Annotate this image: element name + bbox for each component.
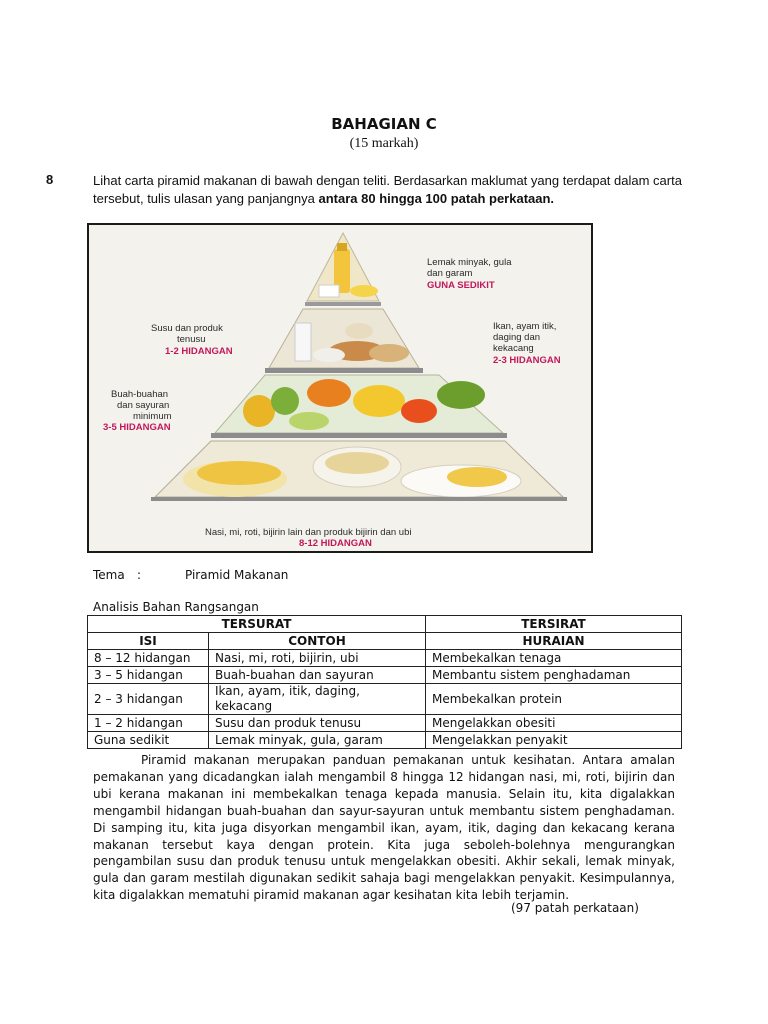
question-word-limit: antara 80 hingga 100 patah perkataan. [318, 191, 555, 206]
label-fruit: Buah-buahan [111, 389, 169, 400]
table-row [88, 650, 682, 667]
tema-label: Tema [93, 568, 125, 582]
question-instruction: Lihat carta piramid makanan di bawah dengan teliti. Berdasarkan maklumat yang terdapat dalam carta tersebut, tulis ulasan yang panjangnya [93, 173, 682, 206]
label-fruit-2: dan sayuran [117, 400, 170, 411]
cell-contoh: Buah-buahan dan sayuran [209, 667, 426, 684]
cell-contoh: Ikan, ayam, itik, daging, kekacang [209, 684, 426, 715]
question-number: 8 [46, 172, 54, 187]
table-row [88, 667, 682, 684]
word-count: (97 patah perkataan) [511, 901, 639, 915]
label-fruit-3: minimum [133, 411, 172, 422]
header-isi: ISI [88, 633, 209, 650]
tema-value: Piramid Makanan [185, 568, 289, 582]
essay-paragraph: Piramid makanan merupakan panduan pemakanan untuk kesihatan. Antara amalan pemakanan yang dicadangkan ialah mengambil 8 hingga 12 hidangan nasi, mi, roti, bijirin dan ubi kerana makanan ini membekalkan tenaga kepada manusia. Selain itu, kita digalakkan mengambil hidangan buah-buahan dan sayur-sayuran untuk membantu sistem penghadaman. Di samping itu, kita juga disyorkan mengambil ikan, ayam, itik, daging dan kekacang kerana makanan tersebut kaya dengan protein. Kita juga seboleh-bolehnya mengurangkan pengambilan susu dan produk tenusu untuk mengelakkan obesiti. Akhir sekali, lemak minyak, gula dan garam mestilah digunakan sedikit sahaja bagi mengelakkan penyakit. Kesimpulannya, kita digalakkan mematuhi piramid makanan agar kesihatan kita lebih terjamin. [93, 753, 675, 903]
tema-line [93, 568, 288, 582]
label-fats: Lemak minyak, gula [427, 257, 512, 268]
label-grains: Nasi, mi, roti, bijirin lain dan produk bijirin dan ubi [205, 527, 412, 538]
analysis-title: Analisis Bahan Rangsangan [93, 600, 259, 614]
cell-huraian: Membantu sistem penghadaman [426, 667, 682, 684]
food-pyramid-figure [87, 223, 593, 553]
label-protein: Ikan, ayam itik, [493, 321, 557, 332]
food-pyramid-svg [89, 225, 591, 551]
question-text [93, 172, 693, 208]
cell-contoh: Lemak minyak, gula, garam [209, 732, 426, 749]
tema-colon: : [137, 568, 142, 582]
table-row [88, 715, 682, 732]
cell-huraian: Membekalkan tenaga [426, 650, 682, 667]
label-dairy: Susu dan produk [151, 323, 223, 334]
label-protein-2: daging dan [493, 332, 541, 343]
cell-isi: Guna sedikit [88, 732, 209, 749]
cell-isi: 8 – 12 hidangan [88, 650, 209, 667]
label-fats-2: dan garam [427, 268, 473, 279]
analysis-table [87, 615, 682, 749]
cell-huraian: Membekalkan protein [426, 684, 682, 715]
serving-fats: GUNA SEDIKIT [427, 280, 495, 291]
section-marks: (15 markah) [349, 136, 419, 151]
cell-contoh: Susu dan produk tenusu [209, 715, 426, 732]
cell-isi: 3 – 5 hidangan [88, 667, 209, 684]
cell-huraian: Mengelakkan obesiti [426, 715, 682, 732]
table-header-row [88, 616, 682, 633]
serving-protein: 2-3 HIDANGAN [493, 355, 561, 366]
header-huraian: HURAIAN [426, 633, 682, 650]
label-protein-3: kekacang [493, 343, 534, 354]
cell-contoh: Nasi, mi, roti, bijirin, ubi [209, 650, 426, 667]
serving-fruit: 3-5 HIDANGAN [103, 422, 171, 433]
serving-grains: 8-12 HIDANGAN [299, 538, 372, 549]
serving-dairy: 1-2 HIDANGAN [165, 346, 233, 357]
header-contoh: CONTOH [209, 633, 426, 650]
cell-huraian: Mengelakkan penyakit [426, 732, 682, 749]
table-subheader-row [88, 633, 682, 650]
table-row [88, 684, 682, 715]
section-title: BAHAGIAN C [331, 115, 437, 133]
header-tersurat: TERSURAT [88, 616, 426, 633]
header-tersirat: TERSIRAT [426, 616, 682, 633]
label-dairy-2: tenusu [177, 334, 206, 345]
cell-isi: 2 – 3 hidangan [88, 684, 209, 715]
table-row [88, 732, 682, 749]
cell-isi: 1 – 2 hidangan [88, 715, 209, 732]
